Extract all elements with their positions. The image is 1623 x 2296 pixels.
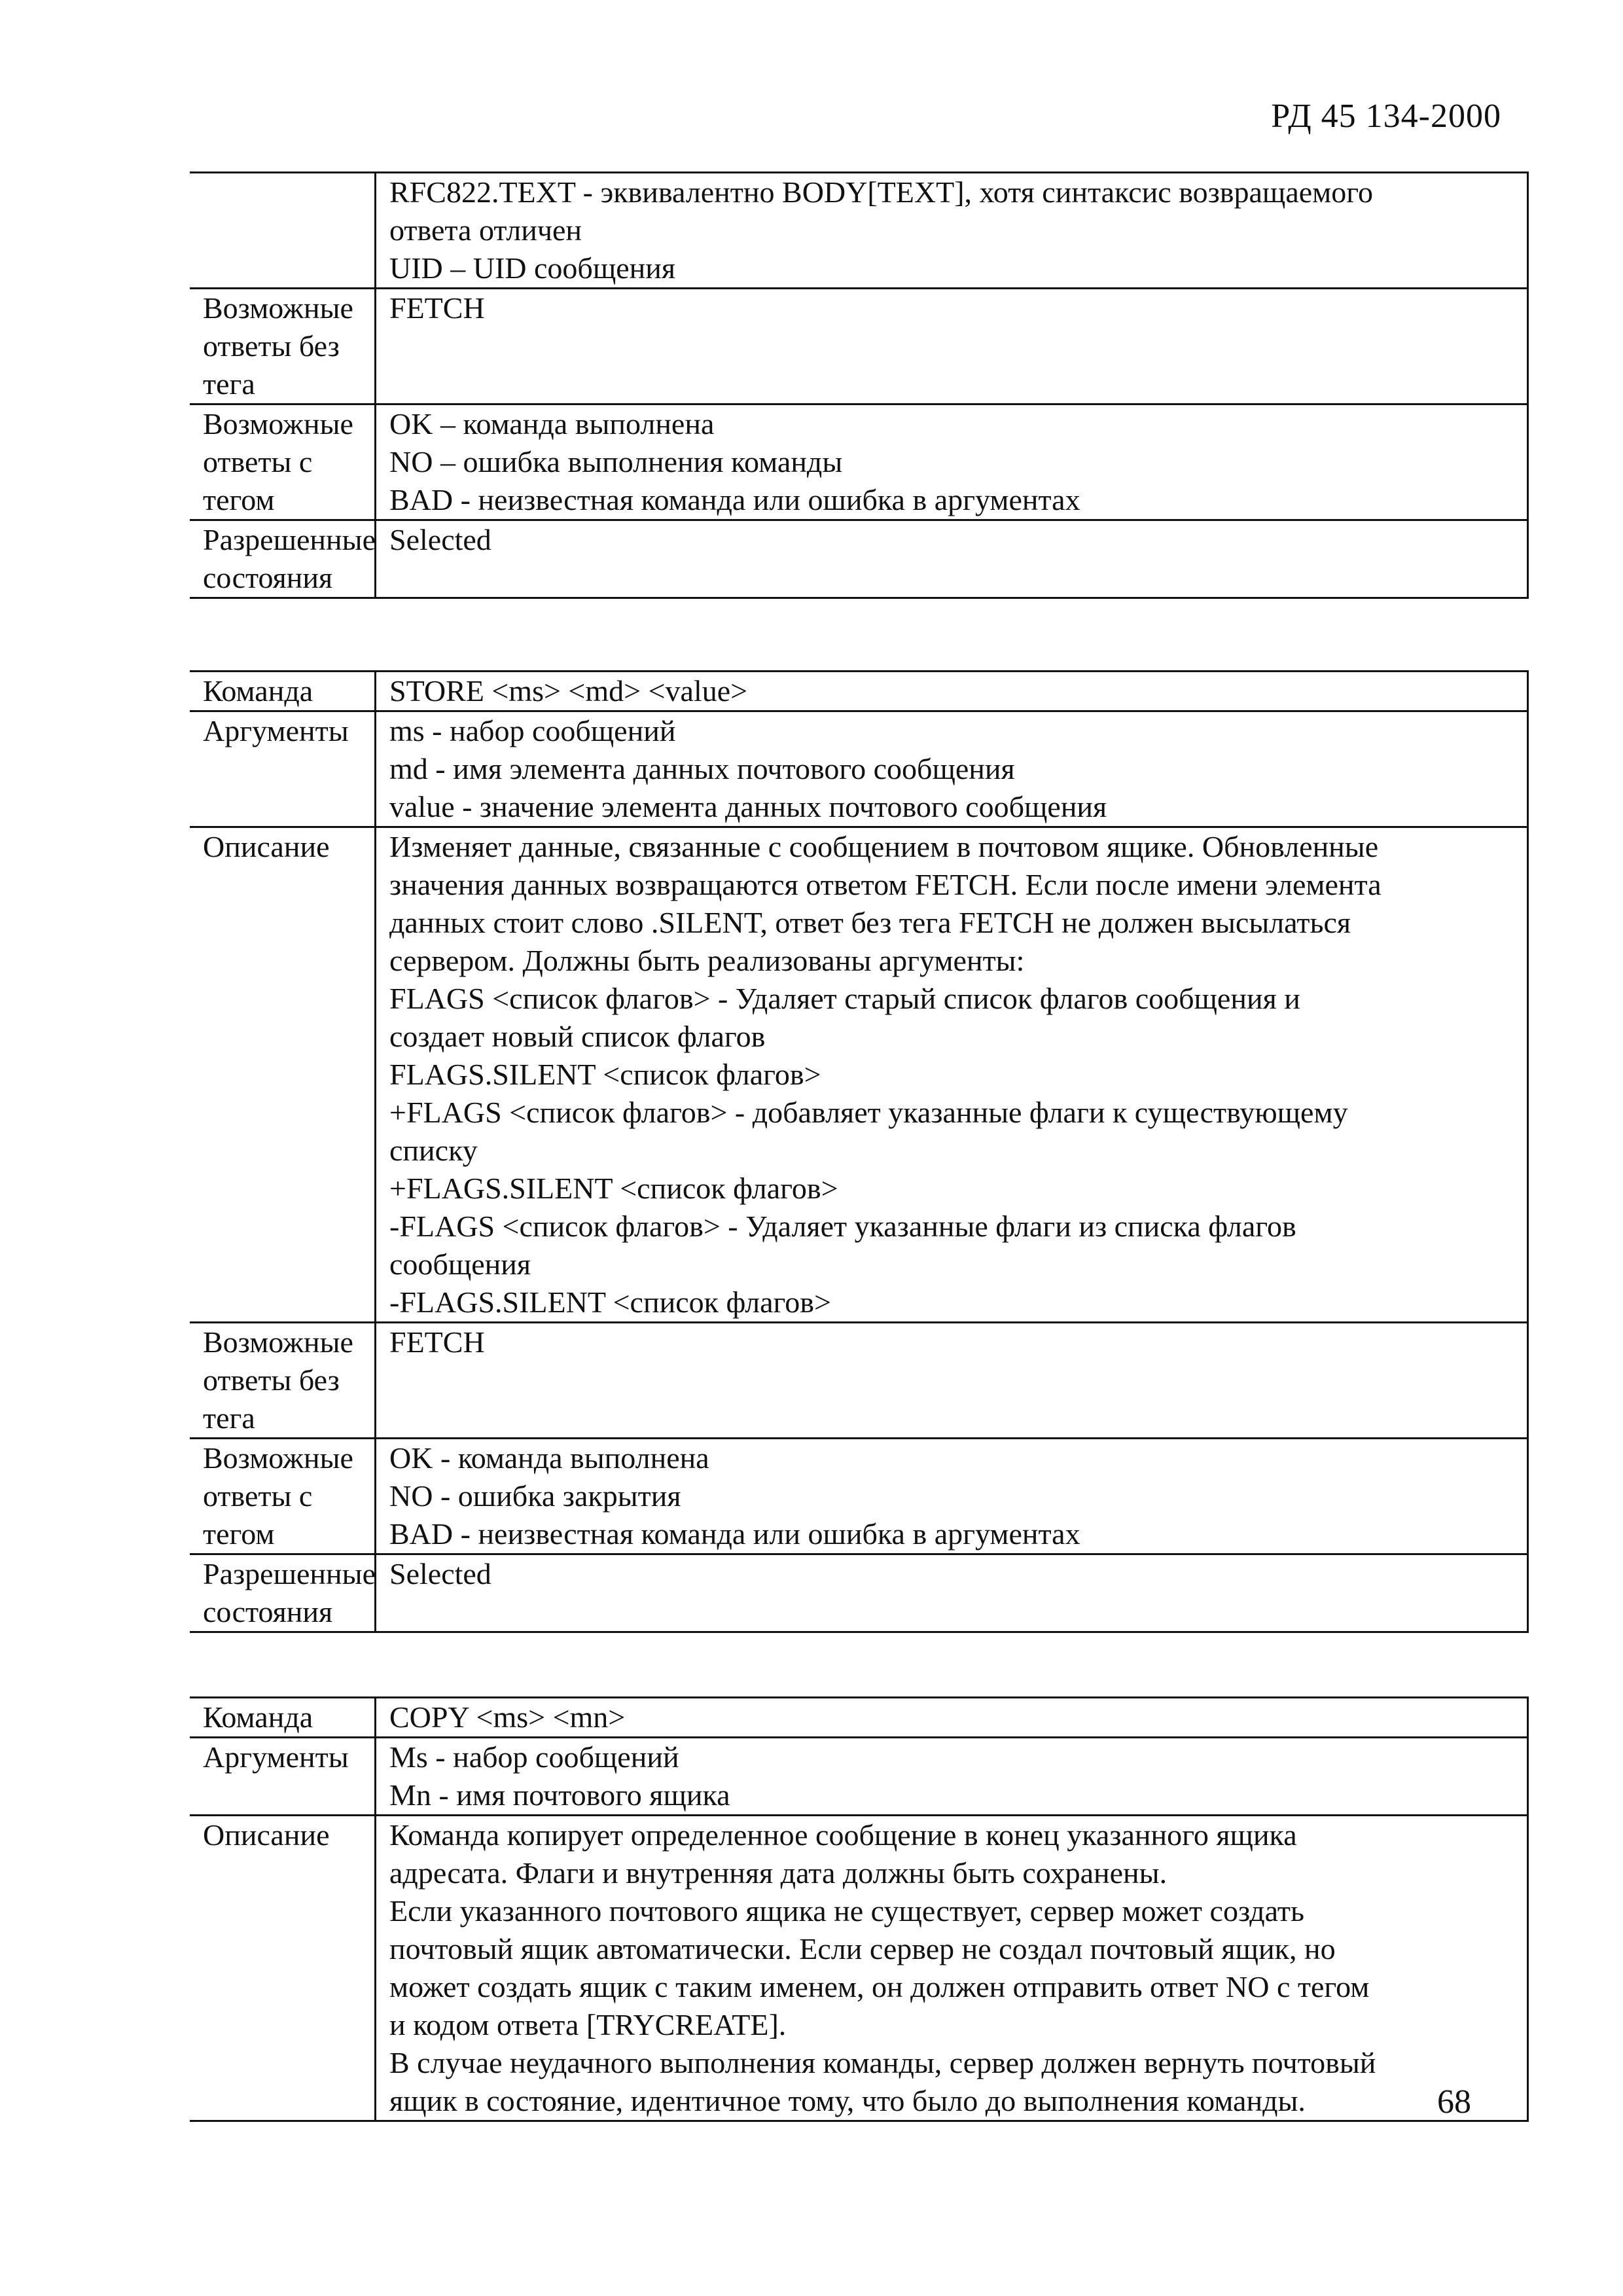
row-value	[376, 1816, 1528, 2121]
value-line: NO - ошибка закрытия	[389, 1479, 681, 1513]
value-line: сервером. Должны быть реализованы аргументы:	[389, 944, 1025, 977]
row-value	[376, 672, 1528, 711]
row-value	[376, 1698, 1528, 1738]
value-line: OK - команда выполнена	[389, 1441, 709, 1475]
value-line: -FLAGS.SILENT <список флагов>	[389, 1285, 831, 1319]
row-value	[376, 711, 1528, 827]
value-line: FETCH	[389, 291, 485, 325]
value-line: STORE <ms> <md> <value>	[389, 674, 748, 708]
value-line: почтовый ящик автоматически. Если сервер не создал почтовый ящик, но	[389, 1932, 1336, 1965]
row-value	[376, 289, 1528, 404]
page-number: 68	[1437, 2083, 1471, 2121]
value-line: данных стоит слово .SILENT, ответ без тега FETCH не должен высылаться	[389, 906, 1351, 939]
value-line: +FLAGS <список флагов> - добавляет указанные флаги к существующему	[389, 1096, 1348, 1129]
row-value	[376, 1554, 1528, 1632]
value-line: списку	[389, 1134, 478, 1167]
row-label: Разрешенные состояния	[190, 1554, 376, 1632]
value-line: -FLAGS <список флагов> - Удаляет указанные флаги из списка флагов	[389, 1210, 1296, 1243]
table-row	[190, 1816, 1528, 2121]
value-line: Mn - имя почтового ящика	[389, 1778, 730, 1812]
spec-table-store	[190, 670, 1529, 1633]
value-line: ящик в состояние, идентичное тому, что было до выполнения команды.	[389, 2084, 1306, 2117]
row-label: Возможные ответы без тега	[190, 1323, 376, 1439]
value-line: сообщения	[389, 1247, 531, 1281]
spec-table-copy	[190, 1696, 1529, 2122]
value-line: Изменяет данные, связанные с сообщением в почтовом ящике. Обновленные	[389, 830, 1379, 863]
spec-table-fetch-continued	[190, 171, 1529, 599]
value-line: +FLAGS.SILENT <список флагов>	[389, 1172, 838, 1205]
row-label: Возможные ответы с тегом	[190, 1439, 376, 1554]
value-line: value - значение элемента данных почтового сообщения	[389, 790, 1107, 823]
row-label: Возможные ответы с тегом	[190, 404, 376, 520]
row-label: Команда	[190, 672, 376, 711]
value-line: FETCH	[389, 1325, 485, 1359]
table-row	[190, 1738, 1528, 1816]
row-label: Описание	[190, 827, 376, 1323]
table-row	[190, 1554, 1528, 1632]
row-value	[376, 173, 1528, 289]
value-line: UID – UID сообщения	[389, 251, 676, 285]
value-line: значения данных возвращаются ответом FETCH. Если после имени элемента	[389, 868, 1382, 901]
value-line: Ms - набор сообщений	[389, 1740, 679, 1774]
value-line: В случае неудачного выполнения команды, сервер должен вернуть почтовый	[389, 2046, 1376, 2079]
table-row	[190, 1698, 1528, 1738]
value-line: COPY <ms> <mn>	[389, 1700, 626, 1734]
value-line: создает новый список флагов	[389, 1020, 766, 1053]
table-row	[190, 173, 1528, 289]
value-line: может создать ящик с таким именем, он должен отправить ответ NO с тегом	[389, 1970, 1370, 2003]
row-value	[376, 1323, 1528, 1439]
row-label: Описание	[190, 1816, 376, 2121]
value-line: Если указанного почтового ящика не существует, сервер может создать	[389, 1894, 1304, 1928]
value-line: BAD - неизвестная команда или ошибка в аргументах	[389, 483, 1080, 516]
row-value	[376, 827, 1528, 1323]
value-line: BAD - неизвестная команда или ошибка в аргументах	[389, 1517, 1080, 1551]
value-line: NO – ошибка выполнения команды	[389, 445, 843, 478]
table-row	[190, 672, 1528, 711]
value-line: адресата. Флаги и внутренняя дата должны быть сохранены.	[389, 1856, 1168, 1890]
row-value	[376, 520, 1528, 598]
row-label: Аргументы	[190, 1738, 376, 1816]
table-row	[190, 1439, 1528, 1554]
value-line: RFC822.TEXT - эквивалентно BODY[TEXT], хотя синтаксис возвращаемого	[389, 175, 1373, 209]
row-value	[376, 404, 1528, 520]
value-line: FLAGS <список флагов> - Удаляет старый список флагов сообщения и	[389, 982, 1300, 1015]
table-row	[190, 404, 1528, 520]
table-row	[190, 289, 1528, 404]
table-row	[190, 520, 1528, 598]
value-line: и кодом ответа [TRYCREATE].	[389, 2008, 787, 2041]
row-label: Возможные ответы без тега	[190, 289, 376, 404]
table-row	[190, 711, 1528, 827]
table-row	[190, 1323, 1528, 1439]
value-line: OK – команда выполнена	[389, 407, 715, 440]
value-line: Selected	[389, 523, 491, 556]
value-line: FLAGS.SILENT <список флагов>	[389, 1058, 821, 1091]
table-row	[190, 827, 1528, 1323]
row-label: Команда	[190, 1698, 376, 1738]
row-label: Разрешенные состояния	[190, 520, 376, 598]
row-label: Аргументы	[190, 711, 376, 827]
value-line: ms - набор сообщений	[389, 714, 676, 747]
row-value	[376, 1439, 1528, 1554]
value-line: ответа отличен	[389, 213, 582, 247]
row-value	[376, 1738, 1528, 1816]
value-line: md - имя элемента данных почтового сообщения	[389, 752, 1015, 785]
value-line: Команда копирует определенное сообщение в конец указанного ящика	[389, 1818, 1297, 1852]
document-code: РД 45 134-2000	[1271, 98, 1501, 135]
value-line: Selected	[389, 1557, 491, 1590]
row-label	[190, 173, 376, 289]
